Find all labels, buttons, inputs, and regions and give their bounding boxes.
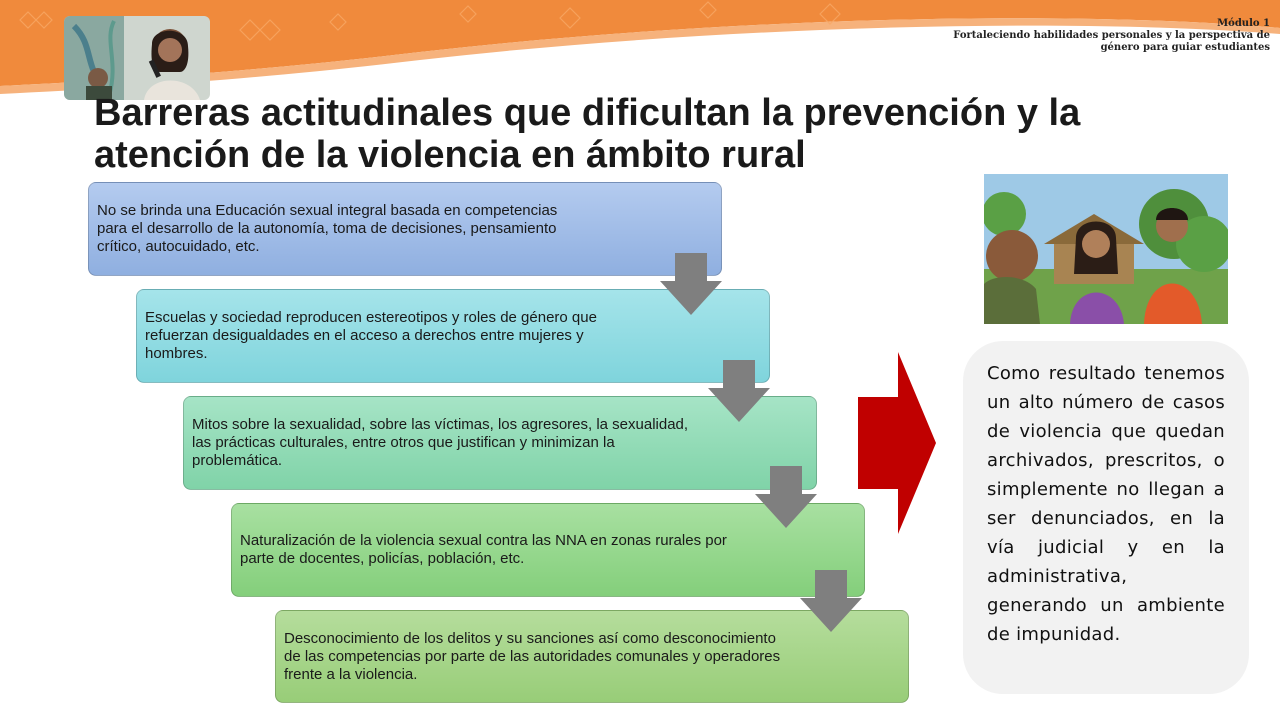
slide-title-line1: Barreras actitudinales que dificultan la prevención y la (94, 92, 1081, 134)
result-arrow-icon (858, 352, 936, 534)
result-text: Como resultado tenemos un alto número de casos de violencia que quedan archivados, prescritos, o simplemente no llegan a ser denunciados, en la vía judicial y en la administrativa, generando un ambiente de impunidad. (987, 363, 1225, 645)
down-arrow-4 (800, 570, 862, 632)
barrier-step-1 (88, 182, 722, 276)
result-box (963, 341, 1249, 694)
slide-title-line2: atención de la violencia en ámbito rural (94, 134, 806, 176)
module-subtitle-line2: género para guiar estudiantes (1100, 42, 1270, 53)
barrier-step-1-text: No se brinda una Educación sexual integral basada en competencias para el desarrollo de la autonomía, toma de decisiones, pensamiento crítico, autocuidado, etc. (97, 202, 558, 255)
barrier-step-5-text: Desconocimiento de los delitos y su sanciones así como desconocimiento de las competencias por parte de las autoridades comunales y operadores frente a la violencia. (284, 629, 781, 683)
module-label-block (953, 18, 1270, 54)
barrier-step-3-text: Mitos sobre la sexualidad, sobre las víctimas, los agresores, la sexualidad, las prácticas culturales, entre otros que justifican y minimizan la problemática. (192, 416, 689, 469)
down-arrow-2 (708, 360, 770, 422)
slide-title (94, 92, 1234, 176)
speaker-photo (64, 16, 210, 100)
module-subtitle-line1: Fortaleciendo habilidades personales y la perspectiva de (953, 30, 1270, 41)
down-arrow-3 (755, 466, 817, 528)
rural-kids-illustration (984, 174, 1228, 324)
barrier-step-2-text: Escuelas y sociedad reproducen estereotipos y roles de género que refuerzan desigualdades en el acceso a derechos entre mujeres y hombres. (145, 309, 597, 362)
module-label: Módulo 1 (1217, 18, 1270, 29)
barrier-step-4-text: Naturalización de la violencia sexual contra las NNA en zonas rurales por parte de docentes, policías, población, etc. (240, 532, 727, 567)
down-arrow-1 (660, 253, 722, 315)
